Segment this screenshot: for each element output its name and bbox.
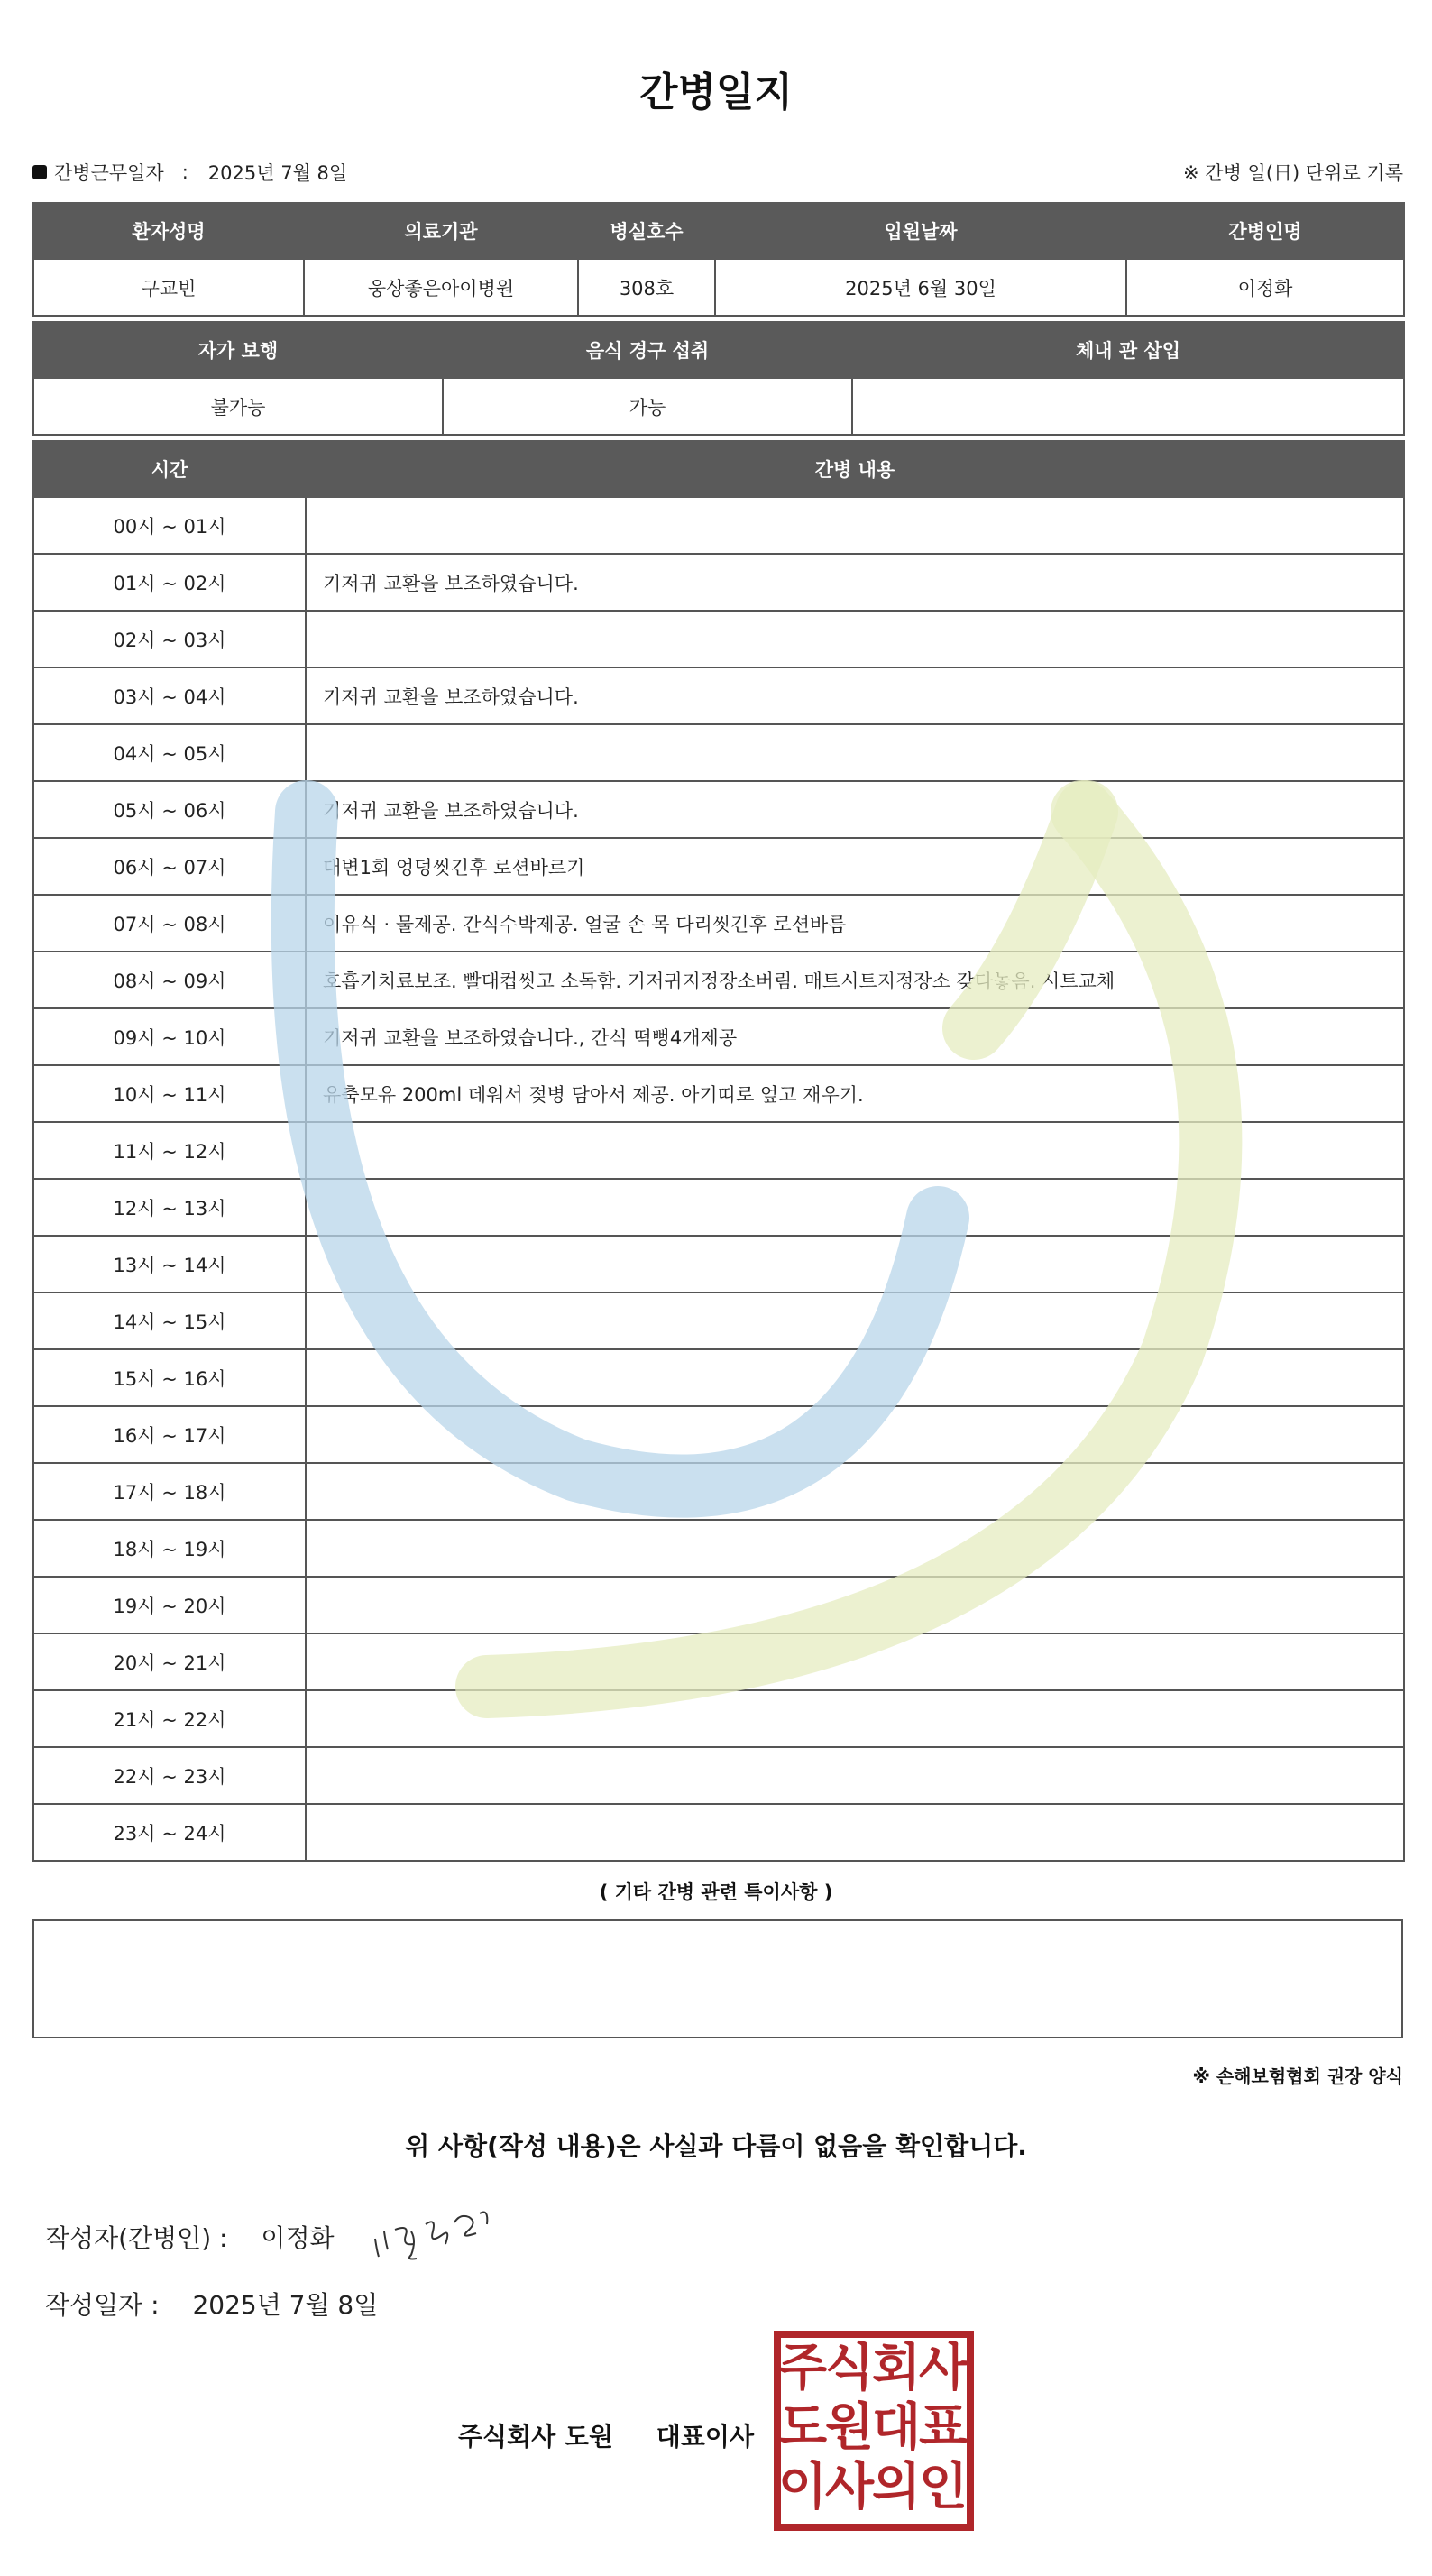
work-date-colon: : (181, 161, 188, 183)
log-content-cell (306, 611, 1404, 667)
seal-character: 사 (918, 2339, 968, 2397)
log-content-cell (306, 1463, 1404, 1520)
seal-character: 의 (871, 2458, 922, 2516)
status-header-row (33, 322, 1404, 378)
caregiver-name-value: 이정화 (1126, 259, 1404, 316)
log-time-cell: 04시 ~ 05시 (33, 724, 306, 781)
log-row (33, 1463, 1404, 1520)
author-label: 작성자(간병인) : (45, 2223, 228, 2253)
hospital-value: 웅상좋은아이병원 (304, 259, 578, 316)
room-number-value: 308호 (578, 259, 715, 316)
log-row (33, 1179, 1404, 1236)
log-time-cell: 20시 ~ 21시 (33, 1633, 306, 1690)
header-tube-insertion: 체내 관 삽입 (852, 322, 1404, 378)
log-time-cell: 16시 ~ 17시 (33, 1406, 306, 1463)
log-content-cell (306, 1633, 1404, 1690)
log-row (33, 1236, 1404, 1293)
log-time-cell: 11시 ~ 12시 (33, 1122, 306, 1179)
header-time: 시간 (33, 441, 306, 497)
author-name: 이정화 (261, 2223, 335, 2253)
work-date-label: 간병근무일자 (54, 162, 164, 184)
log-content-cell (306, 1236, 1404, 1293)
log-time-cell: 06시 ~ 07시 (33, 838, 306, 895)
log-time-cell: 17시 ~ 18시 (33, 1463, 306, 1520)
status-value-row (33, 378, 1404, 435)
log-content-cell (306, 497, 1404, 554)
care-log-table (32, 440, 1405, 1862)
seal-character: 도 (777, 2398, 828, 2457)
remarks-box (32, 1919, 1403, 2038)
log-row (33, 1577, 1404, 1633)
confirmation-statement: 위 사항(작성 내용)은 사실과 다름이 없음을 확인합니다. (405, 2131, 1027, 2161)
seal-character: 대 (871, 2398, 922, 2457)
log-time-cell: 08시 ~ 09시 (33, 952, 306, 1008)
log-row (33, 895, 1404, 952)
header-oral-intake: 음식 경구 섭취 (443, 322, 852, 378)
log-time-cell: 15시 ~ 16시 (33, 1349, 306, 1406)
log-row (33, 1520, 1404, 1577)
log-time-cell: 01시 ~ 02시 (33, 554, 306, 611)
header-caregiver-name: 간병인명 (1126, 203, 1404, 259)
log-row (33, 1633, 1404, 1690)
log-content-cell (306, 1349, 1404, 1406)
seal-character: 원 (824, 2398, 875, 2457)
log-content-cell (306, 1577, 1404, 1633)
log-row (33, 1690, 1404, 1747)
header-hospital: 의료기관 (304, 203, 578, 259)
meta-row (32, 159, 1403, 188)
log-row (33, 1406, 1404, 1463)
header-room-number: 병실호수 (578, 203, 715, 259)
recommended-form-note: ※ 손해보험협회 권장 양식 (1192, 2065, 1403, 2087)
log-content-cell: 기저귀 교환을 보조하였습니다. (306, 667, 1404, 724)
log-row (33, 497, 1404, 554)
company-representative-title: 대표이사 (656, 2422, 754, 2452)
company-seal-stamp (772, 2329, 976, 2533)
written-date-line (45, 2286, 378, 2322)
tube-insertion-value (852, 378, 1404, 435)
log-body (33, 497, 1404, 1861)
log-row (33, 667, 1404, 724)
remarks-label: ( 기타 간병 관련 특이사항 ) (599, 1881, 833, 1903)
written-date-value: 2025년 7월 8일 (192, 2290, 379, 2320)
log-content-cell (306, 1293, 1404, 1349)
log-time-cell: 12시 ~ 13시 (33, 1179, 306, 1236)
log-row (33, 611, 1404, 667)
log-content-cell (306, 1690, 1404, 1747)
log-content-cell (306, 1406, 1404, 1463)
seal-character: 회 (871, 2339, 922, 2397)
log-row (33, 1349, 1404, 1406)
bullet-square-icon (32, 165, 47, 179)
log-time-cell: 09시 ~ 10시 (33, 1008, 306, 1065)
log-content-cell (306, 1747, 1404, 1804)
log-row (33, 1065, 1404, 1122)
seal-character: 주 (777, 2339, 828, 2397)
patient-status-table (32, 321, 1405, 436)
log-row (33, 1293, 1404, 1349)
log-time-cell: 05시 ~ 06시 (33, 781, 306, 838)
company-line (458, 2417, 754, 2453)
self-walking-value: 불가능 (33, 378, 443, 435)
log-content-cell: 기저귀 교환을 보조하였습니다. (306, 554, 1404, 611)
log-time-cell: 23시 ~ 24시 (33, 1804, 306, 1861)
daily-record-note: ※ 간병 일(日) 단위로 기록 (1183, 162, 1403, 184)
log-time-cell: 00시 ~ 01시 (33, 497, 306, 554)
work-date-info (32, 159, 347, 186)
patient-header-row (33, 203, 1404, 259)
header-self-walking: 자가 보행 (33, 322, 443, 378)
log-row (33, 724, 1404, 781)
log-row (33, 1747, 1404, 1804)
log-time-cell: 02시 ~ 03시 (33, 611, 306, 667)
log-content-cell: 이유식 · 물제공. 간식수박제공. 얼굴 손 목 다리씻긴후 로션바름 (306, 895, 1404, 952)
log-content-cell (306, 1804, 1404, 1861)
company-name: 주식회사 도원 (458, 2422, 614, 2452)
log-content-cell: 기저귀 교환을 보조하였습니다., 간식 떡뻥4개제공 (306, 1008, 1404, 1065)
header-admission-date: 입원날짜 (715, 203, 1126, 259)
admission-date-value: 2025년 6월 30일 (715, 259, 1126, 316)
log-content-cell: 유축모유 200ml 데워서 젖병 담아서 제공. 아기띠로 엎고 재우기. (306, 1065, 1404, 1122)
log-row (33, 1804, 1404, 1861)
patient-name-value: 구교빈 (33, 259, 304, 316)
log-content-cell: 기저귀 교환을 보조하였습니다. (306, 781, 1404, 838)
log-time-cell: 10시 ~ 11시 (33, 1065, 306, 1122)
header-care-content: 간병 내용 (306, 441, 1404, 497)
log-time-cell: 14시 ~ 15시 (33, 1293, 306, 1349)
log-time-cell: 22시 ~ 23시 (33, 1747, 306, 1804)
log-row (33, 1122, 1404, 1179)
seal-character: 식 (824, 2339, 875, 2397)
log-time-cell: 19시 ~ 20시 (33, 1577, 306, 1633)
log-content-cell (306, 724, 1404, 781)
log-content-cell (306, 1122, 1404, 1179)
log-content-cell: 호흡기치료보조. 빨대컵씻고 소독함. 기저귀지정장소버림. 매트시트지정장소 갖다놓음. 시트교체 (306, 952, 1404, 1008)
written-date-label: 작성일자 : (45, 2290, 160, 2320)
log-time-cell: 03시 ~ 04시 (33, 667, 306, 724)
log-header-row (33, 441, 1404, 497)
log-content-cell: 대변1회 엉덩씻긴후 로션바르기 (306, 838, 1404, 895)
log-time-cell: 21시 ~ 22시 (33, 1690, 306, 1747)
log-time-cell: 07시 ~ 08시 (33, 895, 306, 952)
log-row (33, 781, 1404, 838)
header-patient-name: 환자성명 (33, 203, 304, 259)
seal-character: 인 (918, 2458, 968, 2516)
log-time-cell: 13시 ~ 14시 (33, 1236, 306, 1293)
seal-character: 사 (824, 2458, 875, 2516)
log-content-cell (306, 1179, 1404, 1236)
log-row (33, 554, 1404, 611)
log-content-cell (306, 1520, 1404, 1577)
handwritten-signature (370, 2204, 514, 2268)
log-row (33, 952, 1404, 1008)
work-date-value: 2025년 7월 8일 (207, 162, 348, 184)
log-time-cell: 18시 ~ 19시 (33, 1520, 306, 1577)
log-row (33, 838, 1404, 895)
patient-value-row (33, 259, 1404, 316)
patient-info-table (32, 202, 1405, 317)
seal-character: 표 (918, 2398, 968, 2457)
log-row (33, 1008, 1404, 1065)
author-line (45, 2219, 335, 2255)
seal-character: 이 (777, 2458, 828, 2516)
oral-intake-value: 가능 (443, 378, 852, 435)
page-title: 간병일지 (638, 69, 793, 115)
